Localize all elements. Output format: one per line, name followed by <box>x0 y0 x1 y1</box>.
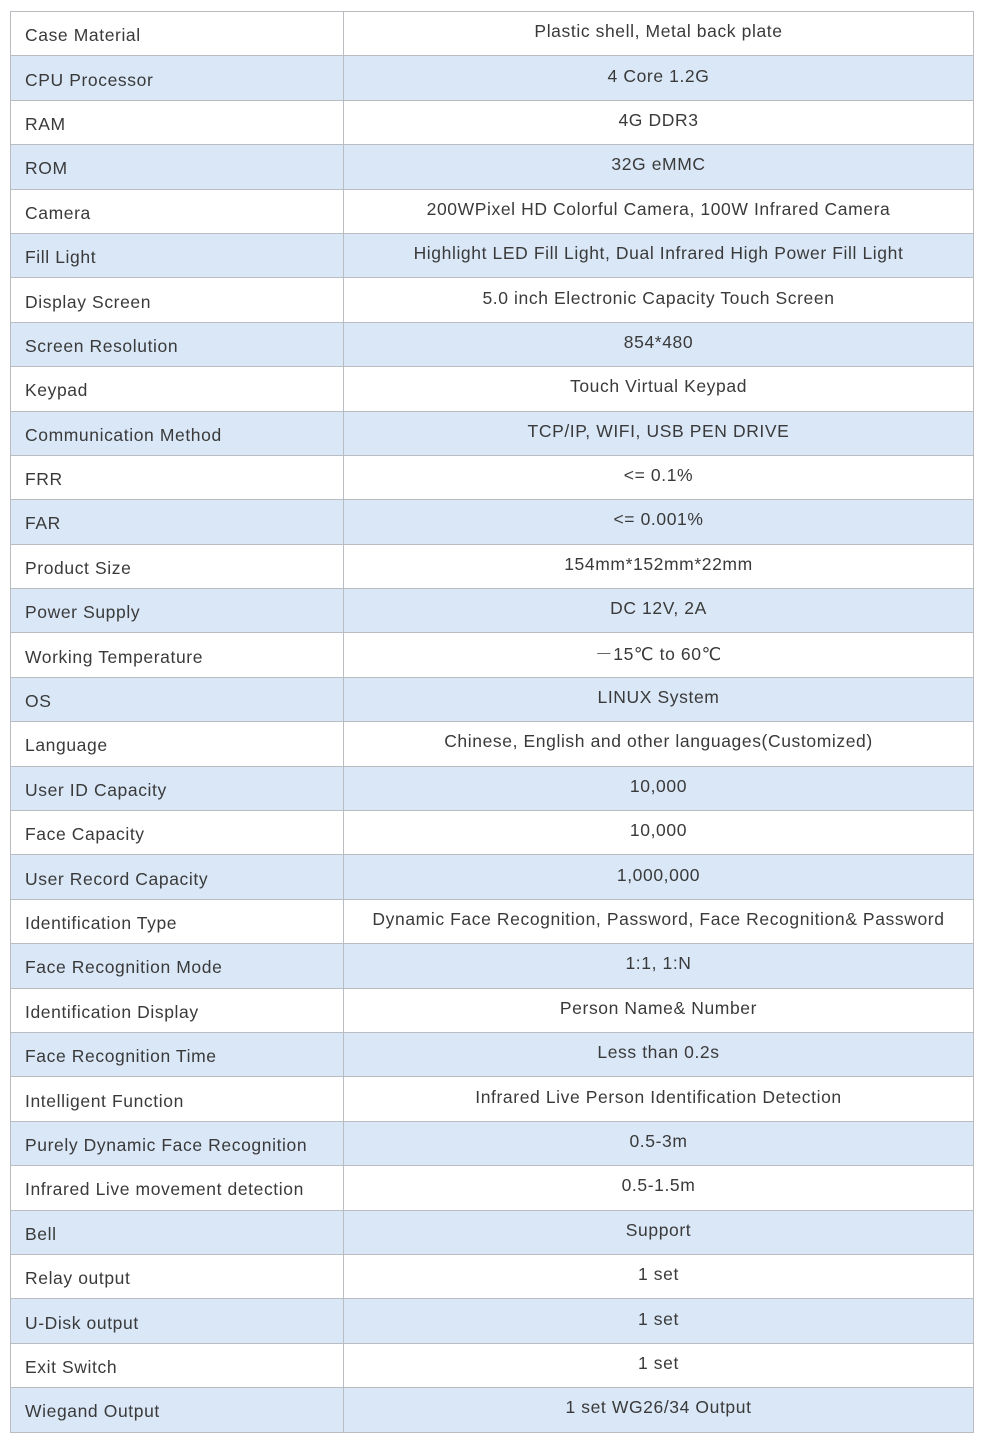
spec-label: RAM <box>11 100 344 144</box>
spec-value: 10,000 <box>344 766 974 810</box>
spec-value: 0.5-1.5m <box>344 1166 974 1210</box>
spec-label: U-Disk output <box>11 1299 344 1343</box>
spec-value: 1 set <box>344 1254 974 1298</box>
table-row <box>11 100 974 144</box>
spec-value: 1 set WG26/34 Output <box>344 1388 974 1432</box>
table-row <box>11 1121 974 1165</box>
table-row <box>11 1166 974 1210</box>
spec-label: Camera <box>11 189 344 233</box>
spec-value: 1:1, 1:N <box>344 944 974 988</box>
spec-label: Exit Switch <box>11 1343 344 1387</box>
spec-label: FAR <box>11 500 344 544</box>
table-row <box>11 722 974 766</box>
spec-label: Face Recognition Time <box>11 1032 344 1076</box>
table-row <box>11 1032 974 1076</box>
spec-label: Display Screen <box>11 278 344 322</box>
table-row <box>11 899 974 943</box>
spec-label: Infrared Live movement detection <box>11 1166 344 1210</box>
spec-value: Support <box>344 1210 974 1254</box>
spec-label: Purely Dynamic Face Recognition <box>11 1121 344 1165</box>
spec-value: 4 Core 1.2G <box>344 56 974 100</box>
table-row <box>11 544 974 588</box>
table-row <box>11 56 974 100</box>
table-row <box>11 145 974 189</box>
table-row <box>11 1299 974 1343</box>
spec-label: FRR <box>11 455 344 499</box>
spec-label: Identification Type <box>11 899 344 943</box>
table-row <box>11 944 974 988</box>
spec-table <box>10 11 974 1433</box>
table-row <box>11 233 974 277</box>
spec-value: 1,000,000 <box>344 855 974 899</box>
table-row <box>11 1077 974 1121</box>
spec-value: 1 set <box>344 1299 974 1343</box>
spec-label: Language <box>11 722 344 766</box>
spec-value: Dynamic Face Recognition, Password, Face Recognition& Password <box>344 899 974 943</box>
table-row <box>11 677 974 721</box>
spec-value: Highlight LED Fill Light, Dual Infrared High Power Fill Light <box>344 233 974 277</box>
spec-value: Infrared Live Person Identification Detection <box>344 1077 974 1121</box>
table-row <box>11 855 974 899</box>
spec-label: Face Recognition Mode <box>11 944 344 988</box>
spec-label: Identification Display <box>11 988 344 1032</box>
spec-value: LINUX System <box>344 677 974 721</box>
spec-label: Power Supply <box>11 589 344 633</box>
spec-value: 4G DDR3 <box>344 100 974 144</box>
table-row <box>11 189 974 233</box>
spec-label: Screen Resolution <box>11 322 344 366</box>
table-row <box>11 988 974 1032</box>
spec-table-body <box>11 12 974 1433</box>
table-row <box>11 1343 974 1387</box>
spec-value: 854*480 <box>344 322 974 366</box>
spec-value: Chinese, English and other languages(Customized) <box>344 722 974 766</box>
table-row <box>11 589 974 633</box>
spec-value: 5.0 inch Electronic Capacity Touch Screen <box>344 278 974 322</box>
table-row <box>11 766 974 810</box>
table-row <box>11 322 974 366</box>
spec-value: －15℃ to 60℃ <box>344 633 974 677</box>
spec-value: DC 12V, 2A <box>344 589 974 633</box>
spec-value: 200WPixel HD Colorful Camera, 100W Infrared Camera <box>344 189 974 233</box>
table-row <box>11 500 974 544</box>
spec-label: CPU Processor <box>11 56 344 100</box>
spec-value: 0.5-3m <box>344 1121 974 1165</box>
table-row <box>11 811 974 855</box>
spec-value: <= 0.001% <box>344 500 974 544</box>
spec-value: 154mm*152mm*22mm <box>344 544 974 588</box>
spec-value: Touch Virtual Keypad <box>344 367 974 411</box>
spec-value: Less than 0.2s <box>344 1032 974 1076</box>
table-row <box>11 1210 974 1254</box>
spec-label: Fill Light <box>11 233 344 277</box>
spec-label: ROM <box>11 145 344 189</box>
spec-label: Intelligent Function <box>11 1077 344 1121</box>
table-row <box>11 12 974 56</box>
spec-value: Plastic shell, Metal back plate <box>344 12 974 56</box>
spec-value: <= 0.1% <box>344 455 974 499</box>
spec-label: Wiegand Output <box>11 1388 344 1432</box>
spec-label: Case Material <box>11 12 344 56</box>
table-row <box>11 411 974 455</box>
spec-value: Person Name& Number <box>344 988 974 1032</box>
table-row <box>11 367 974 411</box>
spec-label: Keypad <box>11 367 344 411</box>
spec-label: Communication Method <box>11 411 344 455</box>
table-row <box>11 633 974 677</box>
spec-label: User ID Capacity <box>11 766 344 810</box>
table-row <box>11 1388 974 1432</box>
spec-label: User Record Capacity <box>11 855 344 899</box>
spec-label: Bell <box>11 1210 344 1254</box>
table-row <box>11 455 974 499</box>
spec-label: Face Capacity <box>11 811 344 855</box>
spec-label: Relay output <box>11 1254 344 1298</box>
spec-label: Working Temperature <box>11 633 344 677</box>
spec-label: OS <box>11 677 344 721</box>
spec-label: Product Size <box>11 544 344 588</box>
table-row <box>11 278 974 322</box>
spec-value: 1 set <box>344 1343 974 1387</box>
spec-value: TCP/IP, WIFI, USB PEN DRIVE <box>344 411 974 455</box>
spec-value: 32G eMMC <box>344 145 974 189</box>
table-row <box>11 1254 974 1298</box>
spec-value: 10,000 <box>344 811 974 855</box>
